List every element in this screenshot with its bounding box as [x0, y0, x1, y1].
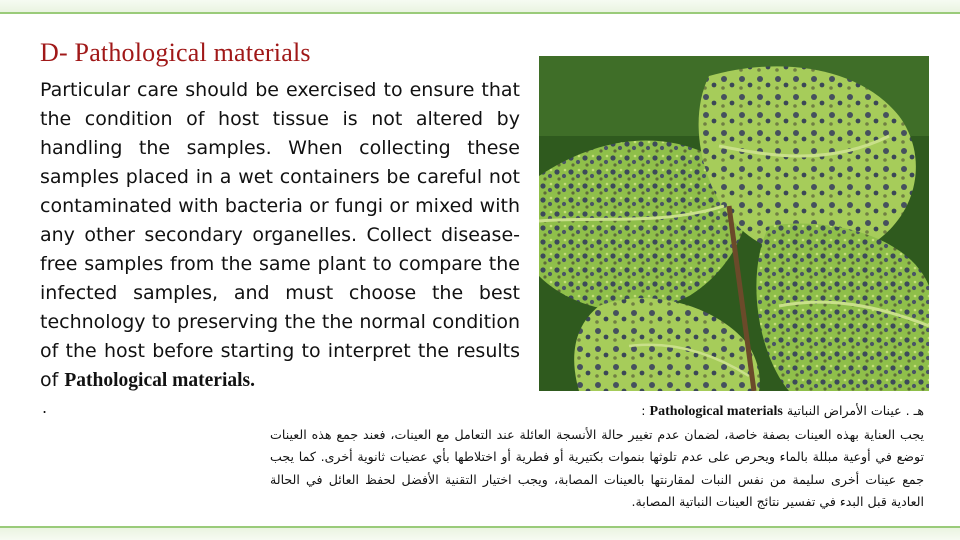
stray-dot: . — [42, 398, 48, 417]
leaf-photo-svg — [539, 56, 929, 391]
arabic-heading: هـ . عينات الأمراض النباتية — [786, 403, 924, 418]
body-text: Particular care should be exercised to ensure that the condition of host tissue is not altered by handling the samples. When collecting these samples placed in a wet containers be careful not contaminated with bacteria or fungi or mixed with any other secondary organelles. Collect disease- free samples from the same plant to compare the infected samples, and must choose the best technology to preserving the the normal condition of the host before starting to interpret the results of — [40, 79, 520, 391]
diseased-leaf-photo — [539, 56, 929, 391]
body-emphasis: Pathological materials. — [64, 370, 255, 391]
top-decorative-bar — [0, 0, 960, 14]
arabic-paragraph — [270, 400, 924, 514]
body-paragraph — [40, 76, 520, 395]
arabic-heading-english: Pathological materials — [649, 404, 783, 419]
bottom-decorative-bar — [0, 526, 960, 540]
arabic-heading-suffix: : — [641, 403, 650, 418]
arabic-body: يجب العناية بهذه العينات بصفة خاصة، لضمان عدم تغيير حالة الأنسجة العائلة عند التعامل مع العينات، فعند جمع هذه العينات توضع في أوعية مبللة بالماء ويحرص على عدم تلوثها بنموات بكتيرية أو فطرية أو اختلاطها بأي عضيات ثانوية أخرى. كما يجب جمع عينات أخرى سليمة من نفس النبات لمقارنتها بالعينات المصابة، ويجب اختيار التقنية الأفضل لحفظ العائل في الحالة العادية قبل البدء في تفسير نتائج العينات النباتية المصابة. — [270, 426, 924, 509]
slide-title: D- Pathological materials — [40, 38, 311, 67]
